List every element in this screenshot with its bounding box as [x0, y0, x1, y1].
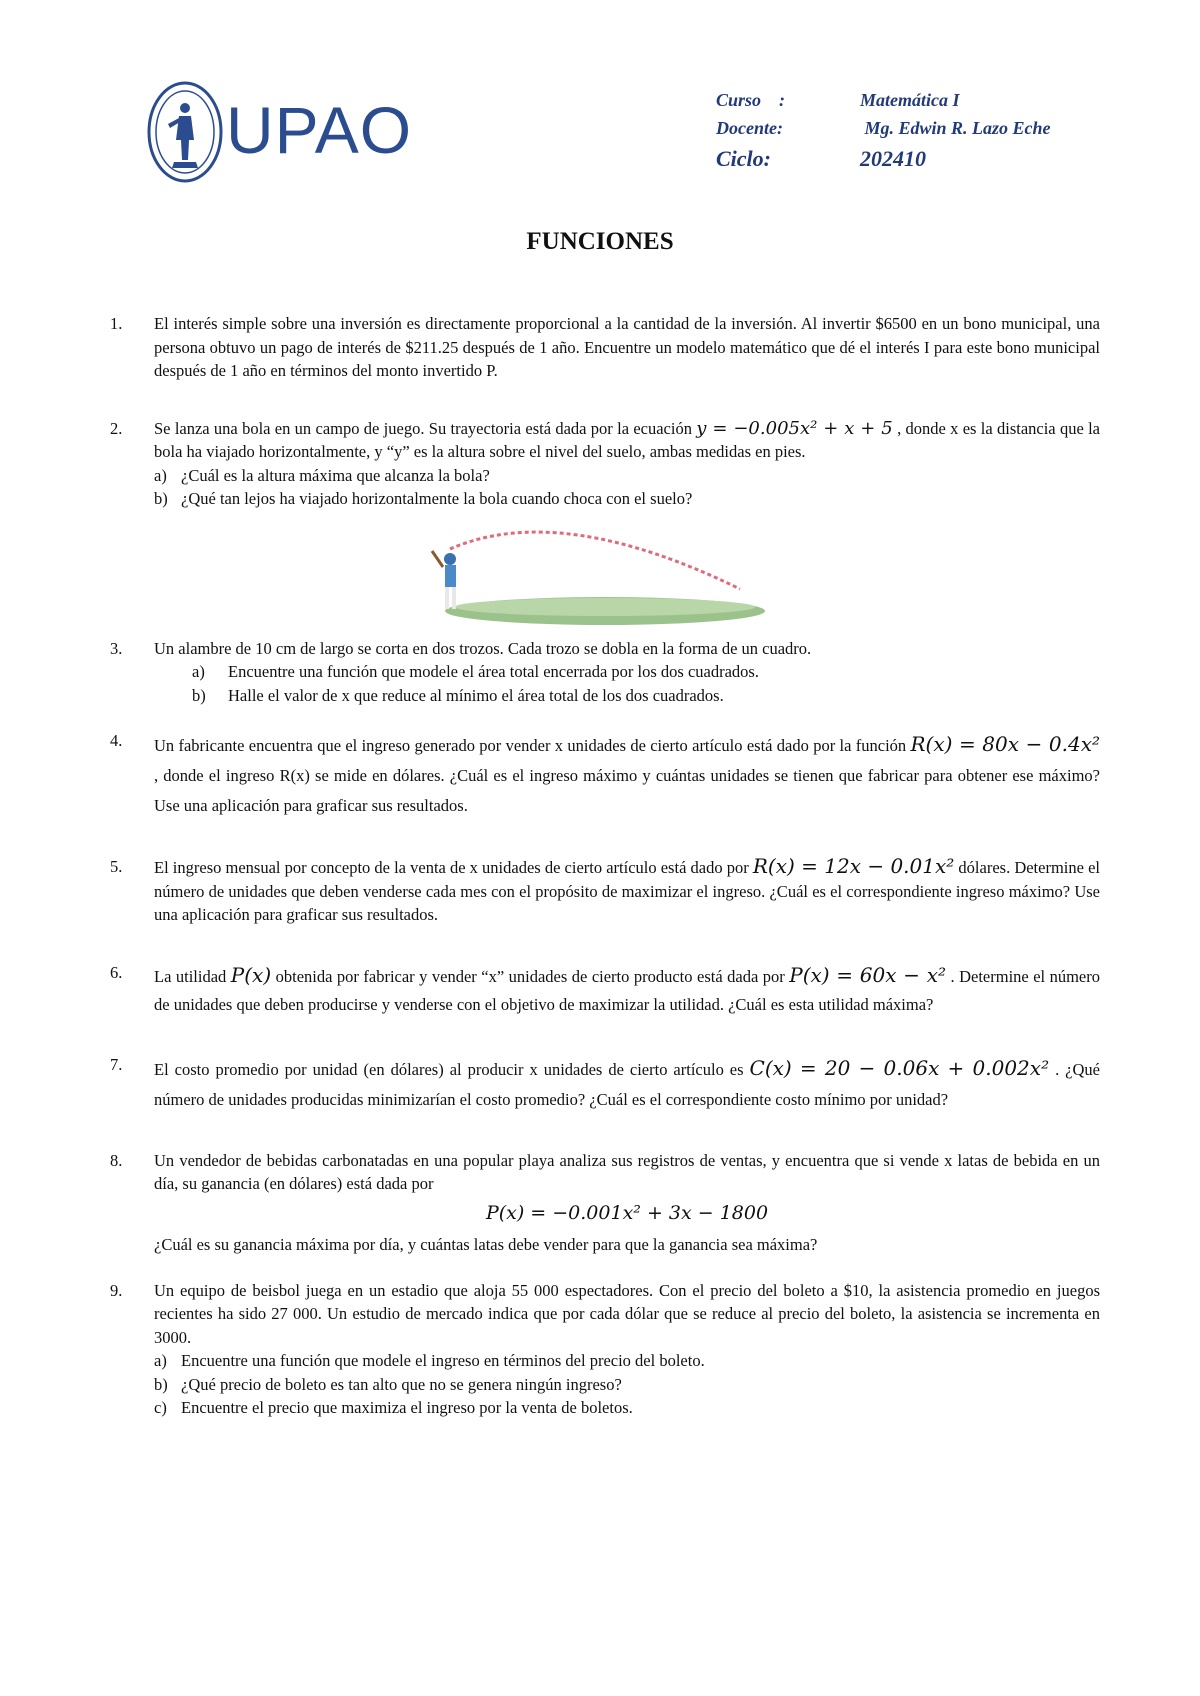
text-segment: El costo promedio por unidad (en dólares) al producir x unidades de cierto artículo es	[154, 1059, 750, 1079]
trajectory-equation: y = −0.005x² + x + 5	[696, 417, 893, 439]
subquestion-label: b)	[154, 1374, 168, 1394]
problem-number: 2.	[110, 418, 123, 438]
problem-number: 9.	[110, 1280, 123, 1300]
profit-function: P(x) = 60x − x²	[789, 962, 946, 987]
problem-text: Un equipo de beisbol juega en un estadio que aloja 55 000 espectadores. Con el precio del boleto a $10, la asistencia promedio en juegos recientes ha sido 27 000. Un estudio de mercado indica que por cada dólar que se reduce al precio del boleto, la asistencia se incrementa en 3000.	[154, 1280, 1100, 1347]
text-segment: El ingreso mensual por concepto de la venta de x unidades de cierto artículo está dado por	[154, 858, 753, 877]
problem-text: Un vendedor de bebidas carbonatadas en una popular playa analiza sus registros de ventas, y encuentra que si vende x latas de bebida en un día, su ganancia (en dólares) está dada por	[154, 1150, 1100, 1193]
problem-number: 1.	[110, 314, 123, 333]
revenue-function: R(x) = 80x − 0.4x²	[910, 732, 1100, 756]
subquestion-text: ¿Cuál es la altura máxima que alcanza la bola?	[181, 465, 490, 485]
problem-5	[110, 855, 1100, 927]
document-header	[0, 0, 1200, 200]
subquestion-text: Halle el valor de x que reduce al mínimo el área total de los dos cuadrados.	[228, 685, 724, 705]
teacher-label: Docente:	[716, 118, 783, 138]
subquestion-label: a)	[192, 662, 205, 681]
problem-2	[110, 417, 1100, 511]
course-info	[716, 90, 1051, 178]
problem-7	[110, 1053, 1100, 1115]
cycle-label: Ciclo:	[716, 146, 771, 171]
course-row	[716, 90, 1051, 118]
problem-8	[110, 1149, 1100, 1257]
problem-9	[110, 1279, 1100, 1420]
subquestion-text: Encuentre una función que modele el ingreso en términos del precio del boleto.	[181, 1351, 705, 1370]
problem-text	[154, 1053, 1100, 1115]
text-segment: Un fabricante encuentra que el ingreso generado por vender x unidades de cierto artículo está dado por la función	[154, 736, 911, 755]
text-segment: Se lanza una bola en un campo de juego. Su trayectoria está dada por la ecuación	[154, 418, 697, 438]
subquestion-label: b)	[154, 489, 168, 508]
problem-text	[154, 961, 1100, 1019]
baseball-trajectory-illustration	[110, 521, 1100, 625]
subquestion-text: ¿Qué precio de boleto es tan alto que no se genera ningún ingreso?	[181, 1374, 622, 1394]
problem-text: El interés simple sobre una inversión es directamente proporcional a la cantidad de la inversión. Al invertir $6500 en un bono municipal, una persona obtuvo un pago de interés de $211.25 después de 1 año. Encuentre un modelo matemático que dé el interés I para este bono municipal después de 1 año en términos del monto invertido P.	[154, 314, 1100, 380]
problem-4	[110, 729, 1100, 821]
page-title: FUNCIONES	[526, 228, 674, 255]
problem-number: 3.	[110, 638, 123, 658]
subquestion-a	[154, 1349, 1100, 1373]
subquestion-label: c)	[154, 1398, 167, 1417]
subquestion-label: a)	[154, 1351, 167, 1370]
batter-illustration-icon	[110, 521, 1100, 625]
cycle-row	[716, 146, 1051, 178]
daily-profit-function: P(x) = −0.001x² + 3x − 1800	[485, 1201, 769, 1224]
profit-symbol: P(x)	[230, 962, 272, 987]
monthly-revenue-function: R(x) = 12x − 0.01x²	[752, 854, 955, 878]
subquestion-b	[154, 1373, 1100, 1397]
problem-text	[154, 417, 1100, 464]
problem-number: 5.	[110, 857, 123, 876]
text-segment: . ¿Qué número de unidades producidas minimizarían el costo promedio? ¿Cuál es el correspondiente costo mínimo por unidad?	[154, 1059, 1100, 1109]
university-seal-icon	[146, 80, 224, 184]
subquestion-b	[154, 487, 1100, 511]
subquestion-text: ¿Qué tan lejos ha viajado horizontalmente la bola cuando choca con el suelo?	[181, 489, 693, 508]
text-segment: La utilidad	[154, 966, 231, 986]
teacher-value: Mg. Edwin R. Lazo Eche	[860, 118, 1051, 138]
problem-number: 6.	[110, 962, 123, 982]
teacher-row	[716, 118, 1051, 146]
course-value: Matemática I	[860, 90, 960, 110]
problem-number: 8.	[110, 1150, 123, 1170]
course-label: Curso :	[716, 90, 786, 110]
problem-list	[110, 312, 1100, 1420]
upao-logo	[146, 80, 413, 190]
problem-3	[110, 637, 1100, 708]
text-segment: dólares. Determine el número de unidades que deben venderse cada mes con el propósito de maximizar el ingreso. ¿Cuál es el correspondiente ingreso máximo? Use una aplicación para graficar sus resultados.	[154, 858, 1100, 924]
subquestion-a	[154, 464, 1100, 488]
problem-text	[154, 855, 1100, 927]
problem-question: ¿Cuál es su ganancia máxima por día, y cuántas latas debe vender para que la ganancia sea máxima?	[154, 1235, 818, 1254]
text-segment: , donde el ingreso R(x) se mide en dólares. ¿Cuál es el ingreso máximo y cuántas unidades se tienen que fabricar para obtener ese máximo? Use una aplicación para graficar sus resultados.	[154, 766, 1100, 815]
average-cost-function: C(x) = 20 − 0.06x + 0.002x²	[749, 1055, 1050, 1080]
text-segment: , donde x es la distancia que la bola ha viajado horizontalmente, y “y” es la altura sobre el nivel del suelo, ambas medidas en pies.	[154, 418, 1100, 461]
problem-text	[154, 729, 1100, 821]
problem-text: Un alambre de 10 cm de largo se corta en dos trozos. Cada trozo se dobla en la forma de un cuadro.	[154, 638, 812, 658]
text-segment: . Determine el número de unidades que deben producirse y venderse con el objetivo de maximizar la utilidad. ¿Cuál es esta utilidad máxima?	[154, 966, 1100, 1014]
text-segment: obtenida por fabricar y vender “x” unidades de cierto producto está dada por	[271, 966, 790, 986]
cycle-value: 202410	[860, 146, 926, 171]
subquestion-label: a)	[154, 465, 167, 485]
problem-number: 7.	[110, 1054, 123, 1074]
subquestion-b	[154, 684, 1100, 708]
subquestion-text: Encuentre una función que modele el área total encerrada por los dos cuadrados.	[228, 662, 759, 681]
subquestion-c	[154, 1396, 1100, 1420]
logo-wordmark: UPAO	[226, 93, 413, 167]
problem-1	[110, 312, 1100, 383]
subquestion-text: Encuentre el precio que maximiza el ingreso por la venta de boletos.	[181, 1398, 633, 1417]
problem-number: 4.	[110, 731, 123, 750]
subquestion-label: b)	[192, 685, 206, 705]
problem-6	[110, 961, 1100, 1019]
subquestion-a	[154, 660, 1100, 684]
